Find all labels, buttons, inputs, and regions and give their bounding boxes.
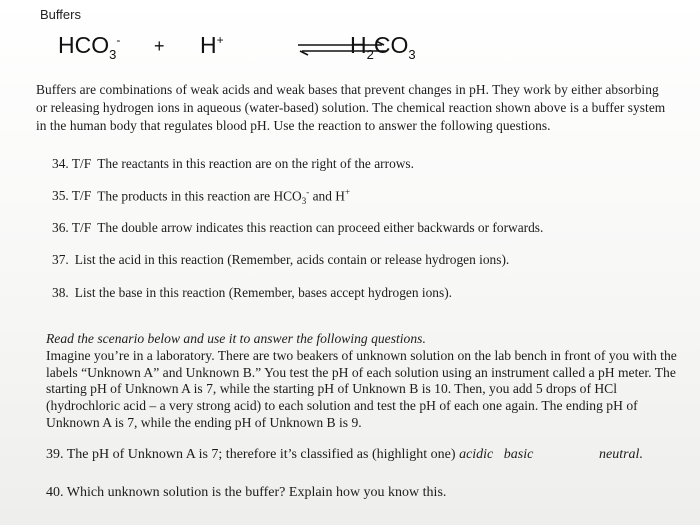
plus-sign: + xyxy=(154,36,165,56)
question-label: 34. T/F xyxy=(52,156,92,171)
question-35 xyxy=(52,187,350,206)
question-37 xyxy=(52,252,509,268)
carbonic-acid-h: H xyxy=(350,32,367,58)
question-label: 38. xyxy=(52,285,69,300)
superscript: - xyxy=(306,187,310,197)
question-label: 37. xyxy=(52,252,69,267)
bicarbonate-subscript: 3 xyxy=(109,47,117,62)
question-text: The products in this reaction are HCO xyxy=(97,188,302,204)
bicarbonate-symbol: HCO xyxy=(58,32,110,58)
carbonic-acid-co: CO xyxy=(373,32,409,58)
subscript: 3 xyxy=(301,196,307,207)
scenario-instructions: Read the scenario below and use it to answer the following questions. xyxy=(46,331,426,346)
carbonic-acid-sub1: 2 xyxy=(366,47,374,62)
question-text: List the base in this reaction (Remember, bases accept hydrogen ions). xyxy=(74,285,453,300)
question-text: 39. The pH of Unknown A is 7; therefore it’s classified as (highlight one) xyxy=(46,447,456,462)
intro-paragraph: Buffers are combinations of weak acids and weak bases that prevent changes in pH. They work by either absorbing or releasing hydrogen ions in aqueous (water-based) solution. The chemical reaction shown above is a buffer system in the human body that regulates blood pH. Use the reaction to answer the following questions. xyxy=(36,82,666,133)
carbonic-acid-sub2: 3 xyxy=(408,47,416,62)
question-text: List the acid in this reaction (Remember, acids contain or release hydrogen ions). xyxy=(74,252,510,267)
question-text: The double arrow indicates this reaction can proceed either backwards or forwards. xyxy=(97,220,544,235)
option-basic[interactable]: basic xyxy=(503,447,534,462)
superscript: + xyxy=(344,187,351,197)
question-label: 35. T/F xyxy=(52,188,92,204)
question-34 xyxy=(52,156,414,172)
hydrogen-charge: + xyxy=(216,33,224,47)
option-neutral[interactable]: neutral. xyxy=(599,447,643,462)
question-text: The reactants in this reaction are on the right of the arrows. xyxy=(97,156,414,171)
bicarbonate-term xyxy=(58,32,120,62)
scenario-block xyxy=(46,331,686,432)
question-38 xyxy=(52,285,452,301)
hydrogen-ion-term xyxy=(200,32,224,59)
question-text-cont: and H xyxy=(309,188,345,204)
scenario-body: Imagine you’re in a laboratory. There are two beakers of unknown solution on the lab bench in front of you with the labels “Unknown A” and Unknown B.” You test the pH of each solution using an instrument called a pH meter. The starting pH of Unknown A is 7, while the starting pH of Unknown B is 10. Then, you add 5 drops of HCl (hydrochloric acid – a very strong acid) to each solution and test the pH of each one again. The ending pH of Unknown A is 7, while the ending pH of Unknown B is 9. xyxy=(46,347,677,430)
hydrogen-symbol: H xyxy=(200,32,217,58)
option-acidic[interactable]: acidic xyxy=(459,447,494,462)
page-heading: Buffers xyxy=(40,7,81,22)
question-36 xyxy=(52,220,543,236)
question-label: 36. T/F xyxy=(52,220,92,235)
bicarbonate-charge: - xyxy=(116,33,121,47)
question-39 xyxy=(46,447,643,463)
chemical-equation xyxy=(58,32,478,72)
carbonic-acid-term xyxy=(350,32,416,62)
question-40: 40. Which unknown solution is the buffer? Explain how you know this. xyxy=(46,485,447,500)
